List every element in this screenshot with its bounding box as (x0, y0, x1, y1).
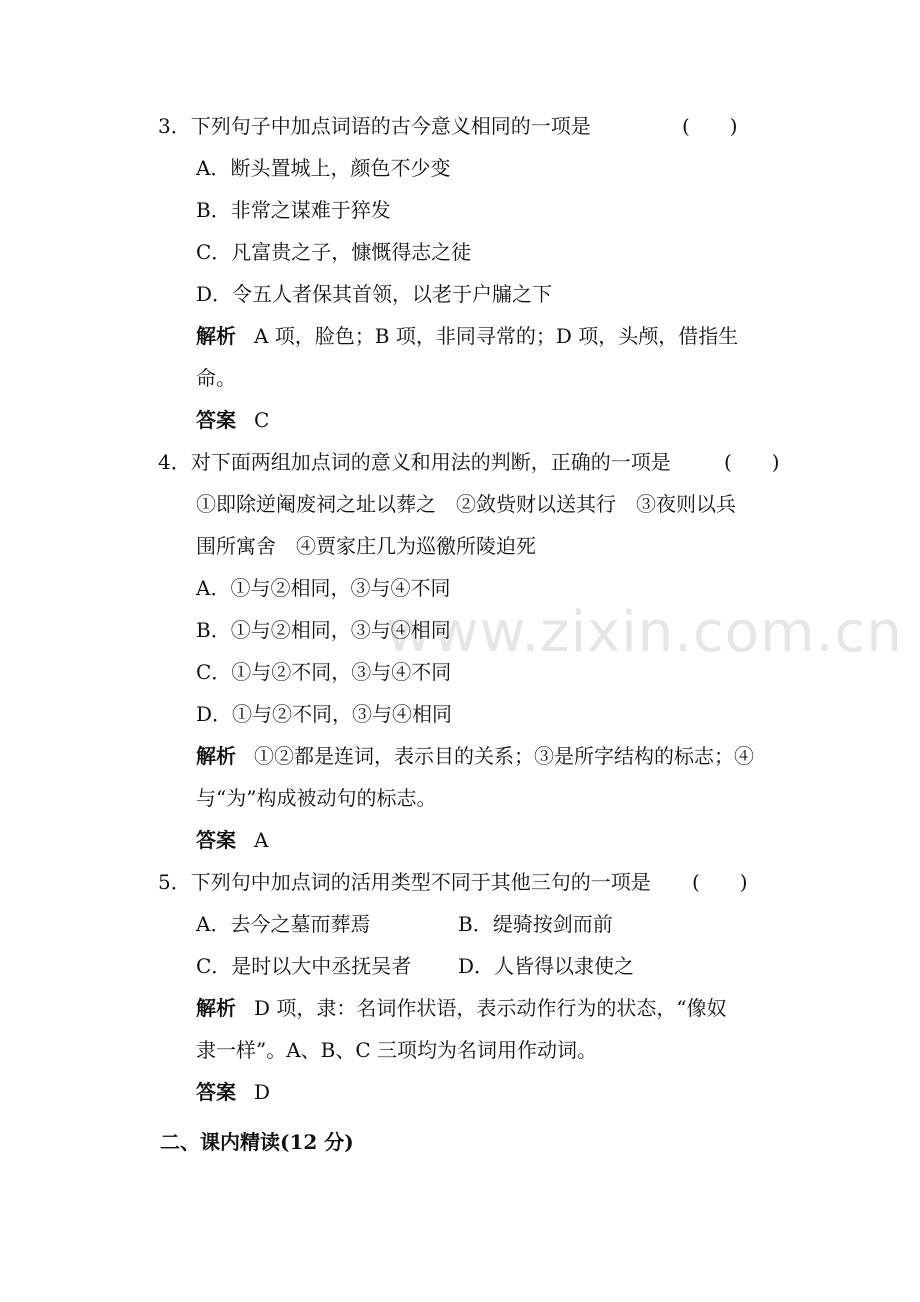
answer-value: C (254, 408, 270, 432)
question-4-answer-blank: ( ) (724, 450, 780, 474)
watermark: www.zixin.com.cn (386, 600, 903, 665)
question-3-option-a: A．断头置城上，颜色不少变 (196, 156, 451, 180)
question-5-analysis-cont: 隶一样”。A、B、C 三项均为名词用作动词。 (196, 1038, 598, 1062)
question-4-option-c: C．①与②不同，③与④不同 (196, 660, 452, 684)
question-4-sentences-cont: 围所寓舍 ④贾家庄几为巡徼所陵迫死 (196, 534, 536, 558)
question-3-stem: 3．下列句子中加点词语的古今意义相同的一项是 (158, 114, 591, 138)
question-5-answer (196, 1080, 270, 1104)
question-4-answer (196, 828, 268, 852)
question-4-stem: 4．对下面两组加点词的意义和用法的判断，正确的一项是 (158, 450, 671, 474)
question-3-answer (196, 408, 269, 432)
question-5-option-b: B．缇骑按剑而前 (458, 912, 613, 936)
question-3-option-d: D．令五人者保其首领，以老于户牖之下 (196, 282, 553, 306)
question-3-option-b: B．非常之谋难于猝发 (196, 198, 391, 222)
question-3-option-c: C．凡富贵之子，慷慨得志之徒 (196, 240, 472, 264)
question-3-analysis-cont: 命。 (196, 366, 236, 390)
question-4-option-d: D．①与②不同，③与④相同 (196, 702, 453, 726)
question-5-answer-blank: ( ) (692, 870, 748, 894)
question-5-option-d: D．人皆得以隶使之 (458, 954, 635, 978)
answer-label: 答案 (196, 1080, 236, 1104)
answer-value: D (254, 1080, 271, 1104)
analysis-text: ①②都是连词，表示目的关系；③是所字结构的标志；④ (254, 744, 754, 768)
question-5-option-a: A．去今之墓而葬焉 (196, 912, 371, 936)
question-4-analysis-cont: 与“为”构成被动句的标志。 (196, 786, 437, 810)
question-4-option-b: B．①与②相同，③与④相同 (196, 618, 451, 642)
answer-value: A (254, 828, 269, 852)
analysis-text: D 项，隶：名词作状语，表示动作行为的状态，“像奴 (254, 996, 727, 1020)
analysis-label: 解析 (196, 744, 236, 768)
analysis-text: A 项，脸色；B 项，非同寻常的；D 项，头颅，借指生 (254, 324, 739, 348)
question-4-analysis (196, 744, 754, 768)
section-heading: 二、课内精读(12 分) (160, 1130, 354, 1154)
question-5-option-c: C．是时以大中丞抚吴者 (196, 954, 412, 978)
question-5-analysis (196, 996, 727, 1020)
question-4-sentences: ①即除逆阉废祠之址以葬之 ②敛赀财以送其行 ③夜则以兵 (196, 492, 736, 516)
question-3-answer-blank: ( ) (682, 114, 738, 138)
question-3-analysis (196, 324, 738, 348)
answer-label: 答案 (196, 828, 236, 852)
question-5-stem: 5．下列句中加点词的活用类型不同于其他三句的一项是 (158, 870, 651, 894)
question-4-option-a: A．①与②相同，③与④不同 (196, 576, 451, 600)
analysis-label: 解析 (196, 324, 236, 348)
answer-label: 答案 (196, 408, 236, 432)
analysis-label: 解析 (196, 996, 236, 1020)
